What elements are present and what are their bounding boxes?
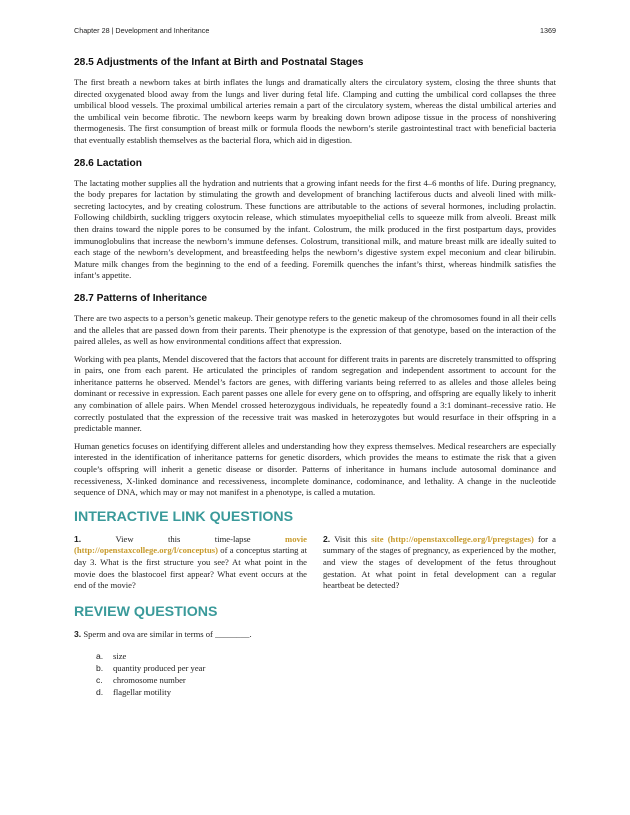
interactive-questions (74, 534, 556, 592)
question-3 (74, 629, 556, 641)
option-text: size (113, 651, 127, 662)
section-title: 28.6 Lactation (74, 157, 142, 169)
question-text: of a conceptus starting at day 3. What is the first structure you see? At what point in the movie does the blastocoel first appear? What event occurs at the end of the movie? (74, 545, 307, 591)
section-28-6 (74, 157, 556, 282)
section-title: 28.7 Patterns of Inheritance (74, 292, 208, 304)
question-text: Sperm and ova are similar in terms of ________. (83, 628, 252, 639)
section-title: 28.5 Adjustments of the Infant at Birth and Postnatal Stages (74, 57, 364, 68)
question-number: 3. (74, 628, 82, 639)
answer-option[interactable] (96, 674, 556, 686)
question-text: Visit this (334, 533, 367, 544)
option-letter: d. (96, 687, 104, 698)
option-letter: c. (96, 675, 103, 686)
section-28-5 (74, 56, 556, 147)
movie-link[interactable]: movie (http://openstaxcollege.org/l/conceptus) (74, 533, 307, 556)
question-2 (323, 534, 556, 592)
review-questions-heading: REVIEW QUESTIONS (74, 603, 218, 620)
paragraph: Working with pea plants, Mendel discovered that the factors that account for different traits in parents are discretely transmitted to offspring in pairs, one from each parent. He articulated the principles of random segregation and independent assortment to account for the inheritance patterns he observed. Mendel’s factors are genes, with differing variants being referred to as alleles and those alleles being dominant or recessive in expression. Each parent passes one allele for every gene on to offspring, and offspring are equally likely to inherit any combination of allele pairs. When Mendel crossed heterozygous individuals, he repeatedly found a 3:1 dominant–recessive ratio. He correctly postulated that the expression of the recessive trait was masked in heterozygotes but would resurface in their offspring in a predictable manner. (74, 353, 556, 434)
paragraph: The first breath a newborn takes at birth inflates the lungs and dramatically alters the circulatory system, closing the three shunts that directed oxygenated blood away from the lungs and liver during fetal life. Clamping and cutting the umbilical cord collapses the three umbilical blood vessels. The proximal umbilical arteries remain a part of the circulatory system, whereas the distal umbilical arteries and the umbilical vein become fibrotic. The newborn keeps warm by breaking down brown adipose tissue in the process of nonshivering thermogenesis. The first consumption of breast milk or formula floods the newborn’s sterile gastrointestinal tract with beneficial bacteria that eventually establish themselves as the bacterial flora, which aid in digestion. (74, 77, 556, 145)
site-link[interactable]: site (http://openstaxcollege.org/l/pregstages) (371, 533, 534, 544)
interactive-link-questions-heading: INTERACTIVE LINK QUESTIONS (74, 508, 294, 525)
chapter-title: Chapter 28 | Development and Inheritance (74, 26, 210, 35)
section-28-7 (74, 292, 556, 499)
question-number: 2. (323, 533, 331, 544)
page-header (74, 26, 556, 38)
answer-option[interactable] (96, 686, 556, 698)
question-number: 1. (74, 533, 82, 544)
page-number: 1369 (540, 26, 556, 35)
answer-option[interactable] (96, 650, 556, 662)
question-text: View this time-lapse (115, 533, 251, 544)
paragraph: There are two aspects to a person’s genetic makeup. Their genotype refers to the genetic makeup of the chromosomes found in all their cells and the alleles that are passed down from their parents. Their phenotype is the expression of that genotype, based on the interaction of the paired alleles, as well as how environmental conditions affect that expression. (74, 312, 556, 347)
option-text: chromosome number (113, 675, 186, 686)
page-content (74, 56, 556, 698)
option-letter: a. (96, 651, 104, 662)
question-text: for a summary of the stages of pregnancy, as experienced by the mother, and view the stages of development of the fetus throughout gestation. At what point in fetal development can a regular heartbeat be detected? (323, 533, 556, 591)
option-text: flagellar motility (113, 687, 171, 698)
answer-option[interactable] (96, 662, 556, 674)
question-1 (74, 534, 307, 592)
option-text: quantity produced per year (113, 663, 206, 674)
answer-options (96, 650, 556, 698)
paragraph: The lactating mother supplies all the hydration and nutrients that a growing infant needs for the first 4–6 months of life. During pregnancy, the body prepares for lactation by stimulating the growth and development of branching lactiferous ducts and alveoli lined with milk-secreting lactocytes, and by creating colostrum. These functions are attributable to the actions of several hormones, including prolactin. Following childbirth, suckling triggers oxytocin release, which stimulates myoepithelial cells to squeeze milk from alveoli. Breast milk then drains toward the nipple pores to be consumed by the infant. Colostrum, the milk produced in the first postpartum days, provides immunoglobulins that increase the newborn’s immune defenses. Colostrum, transitional milk, and mature breast milk are ideally suited to each stage of the newborn’s development, and breastfeeding helps the newborn’s digestive system expel meconium and clear bilirubin. Mature milk changes from the beginning to the end of a feeding. Foremilk quenches the infant’s thirst, whereas hindmilk satisfies the infant’s appetite. (74, 177, 556, 281)
paragraph: Human genetics focuses on identifying different alleles and understanding how they express themselves. Medical researchers are especially interested in the identification of inheritance patterns for genetic disorders, which provides the means to estimate the risk that a given couple’s offspring will inherit a genetic disease or disorder. Patterns of inheritance in humans include autosomal dominance and recessiveness, X-linked dominance and recessiveness, incomplete dominance, codominance, and lethality. A change in the nucleotide sequence of DNA, which may or may not manifest in a phenotype, is called a mutation. (74, 440, 556, 498)
option-letter: b. (96, 663, 104, 674)
